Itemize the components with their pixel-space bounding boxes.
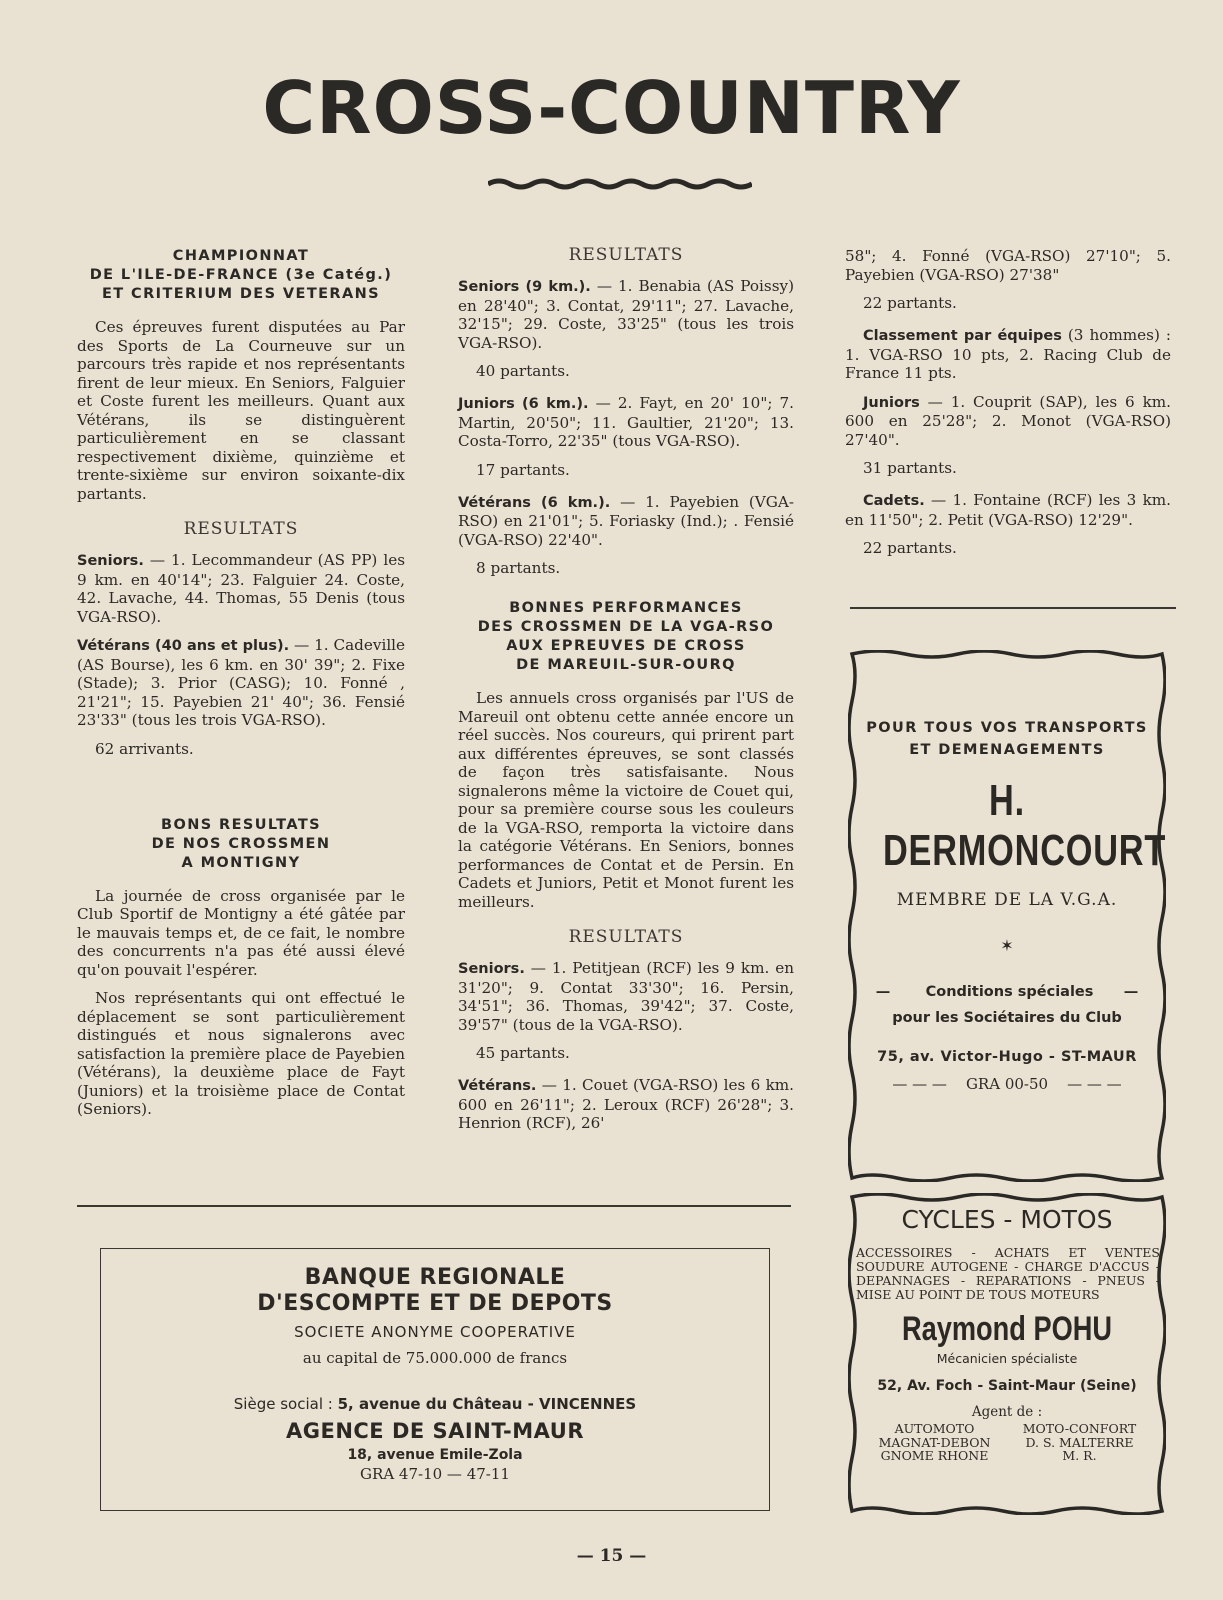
result-text: — 1. Petitjean (RCF) les 9 km. en 31'20"; 9. Contat 33'30"; 16. Persin, 34'51"; 36. Thomas, 39'42"; 37. Coste, 39'57" (tous de la VGA-RSO). xyxy=(458,959,795,1034)
category-label: Seniors. xyxy=(77,553,144,569)
result-teams xyxy=(845,326,1171,383)
category-label: Cadets. xyxy=(863,493,925,509)
article-paragraph: Nos représentants qui ont effectué le déplacement se sont particulièrement distingués et nous signalerons avec satisfaction la première place de Payebien (Vétérans), la deuxième place de Fayt (Juniors) et la troisième place de Contat (Seniors). xyxy=(77,989,405,1118)
category-label: Vétérans (6 km.). xyxy=(458,494,611,511)
result-veterans xyxy=(458,493,794,550)
heading-line: DES CROSSMEN DE LA VGA-RSO xyxy=(477,619,775,635)
heading-line: DE MAREUIL-SUR-OURQ xyxy=(516,657,736,673)
heading-line: BONNES PERFORMANCES xyxy=(509,600,743,616)
heading-line: A MONTIGNY xyxy=(181,854,301,871)
ad-agent-label: Agent de : xyxy=(971,1404,1043,1420)
result-seniors xyxy=(458,277,794,352)
heading-line: ET CRITERIUM DES VETERANS xyxy=(102,286,380,302)
result-veterans xyxy=(77,636,405,730)
result-juniors xyxy=(845,393,1171,450)
conditions-text: Conditions spéciales xyxy=(925,984,1094,1000)
ad-pohu xyxy=(848,1193,1166,1515)
brand-item: M. R. xyxy=(1062,1448,1097,1463)
result-text: — 1. Benabia (AS Poissy) en 28'40"; 3. Contat, 29'11"; 27. Lavache, 32'15"; 29. Coste, 33'25" (tous les trois VGA-RSO). xyxy=(458,277,795,352)
result-veterans xyxy=(458,1076,794,1133)
result-text: — 1. Lecommandeur (AS PP) les 9 km. en 40'14"; 23. Falguier 24. Coste, 42. Lavache, 44. Thomas, 55 Denis (tous VGA-RSO). xyxy=(77,551,405,626)
column-middle xyxy=(458,247,794,1143)
article-paragraph: Ces épreuves furent disputées au Par des Sports de La Courneuve sur un parcours très rapide et nos représentants firent de leur mieux. En Seniors, Falguier et Coste furent les meilleurs. Quant aux Vétérans, ils se distinguèrent particulièrement en se classant respectivement dixième, quinzième et trente-sixième sur environ soixante-dix partants. xyxy=(77,318,405,503)
ad-line: POUR TOUS VOS TRANSPORTS xyxy=(866,720,1148,736)
page-title: CROSS-COUNTRY xyxy=(262,66,961,150)
result-seniors xyxy=(77,551,405,626)
category-label: Seniors (9 km.). xyxy=(458,279,591,295)
heading-line: BONS RESULTATS xyxy=(161,816,321,833)
category-label: Seniors. xyxy=(458,961,525,977)
ad-services: ACCESSOIRES - ACHATS ET VENTES SOUDURE AUTOGENE - CHARGE D'ACCUS - DEPANNAGES - REPARATIONS - PNEUS - MISE AU POINT DE TOUS MOTEURS xyxy=(856,1245,1160,1302)
column-left xyxy=(77,247,405,1129)
bank-agency-address: 18, avenue Emile-Zola xyxy=(347,1447,523,1463)
result-continued: 58"; 4. Fonné (VGA-RSO) 27'10"; 5. Payebien (VGA-RSO) 27'38" xyxy=(845,247,1171,284)
result-text: — 2. Fayt, en 20' 10"; 7. Martin, 20'50"; 11. Gaultier, 21'20"; 13. Costa-Torro, 22'35" (tous VGA-RSO). xyxy=(458,394,795,450)
brand-item: MAGNAT-DEBON xyxy=(878,1434,991,1450)
siege-address: 5, avenue du Château - VINCENNES xyxy=(337,1395,637,1413)
article-paragraph: Les annuels cross organisés par l'US de Mareuil ont obtenu cette année encore un réel succès. Nos coureurs, qui prirent part aux différentes épreuves, se sont classés de façon très satisfaisante. Nous signalerons même la victoire de Couet qui, pour sa première course sous les couleurs de la VGA-RSO, remporta la victoire dans la catégorie Vétérans. En Seniors, bonnes performances de Contat et de Persin. En Cadets et Juniors, Petit et Monot furent les meilleurs. xyxy=(458,689,794,911)
ad-phone: — — — GRA 00-50 — — — xyxy=(892,1075,1122,1093)
participant-count: 22 partants. xyxy=(863,294,957,312)
participant-count: 40 partants. xyxy=(476,362,570,380)
brand-item: AUTOMOTO xyxy=(894,1421,975,1436)
ad-subtitle: Mécanicien spécialiste xyxy=(936,1351,1078,1366)
participant-count: 8 partants. xyxy=(476,559,561,577)
category-label: Juniors xyxy=(863,394,920,411)
ad-company-name: Raymond POHU xyxy=(901,1310,1113,1348)
bank-name xyxy=(101,1265,769,1317)
result-juniors xyxy=(458,394,794,451)
section-heading-mareuil xyxy=(458,599,794,675)
page-number: — 15 — xyxy=(576,1546,647,1566)
ad-address: 75, av. Victor-Hugo - ST-MAUR xyxy=(877,1049,1137,1065)
bank-agency: AGENCE DE SAINT-MAUR xyxy=(285,1419,584,1443)
section-heading-championnat xyxy=(77,247,405,304)
divider xyxy=(77,1205,791,1207)
heading-line: DE NOS CROSSMEN xyxy=(151,835,331,852)
ad-line: pour les Sociétaires du Club xyxy=(892,1010,1122,1026)
participant-count: 31 partants. xyxy=(863,459,957,477)
section-heading-montigny xyxy=(77,816,405,873)
bank-name-line: BANQUE REGIONALE xyxy=(304,1265,566,1290)
result-cadets xyxy=(845,491,1171,529)
ad-member-line: MEMBRE DE LA V.G.A. xyxy=(896,890,1118,910)
article-paragraph: La journée de cross organisée par le Club Sportif de Montigny a été gâtée par le mauvais temps et, de ce fait, le nombre des concurrents n'a pas été aussi élevé qu'on pouvait l'espérer. xyxy=(77,886,405,979)
result-text: — 1. Payebien (VGA-RSO) en 21'01"; 5. Foriasky (Ind.); . Fensié (VGA-RSO) 22'40". xyxy=(458,492,795,549)
ad-bank xyxy=(100,1248,770,1511)
category-label: Vétérans. xyxy=(458,1078,537,1094)
bank-capital: au capital de 75.000.000 de francs xyxy=(302,1349,568,1367)
bank-phone: GRA 47-10 — 47-11 xyxy=(360,1465,510,1483)
siege-label: Siège social : xyxy=(233,1395,333,1413)
ad-brands xyxy=(862,1422,1152,1463)
participant-count: 22 partants. xyxy=(863,539,957,557)
ad-line: ET DEMENAGEMENTS xyxy=(909,742,1105,758)
participant-count: 62 arrivants. xyxy=(95,739,194,758)
brand-item: GNOME RHONE xyxy=(880,1448,989,1463)
column-right xyxy=(845,247,1171,571)
ad-line: — Conditions spéciales — xyxy=(875,984,1139,1000)
result-text: — 1. Cadeville (AS Bourse), les 6 km. en 30' 39"; 2. Fixe (Stade); 3. Prior (CASG); 10. Fonné , 21'21"; 15. Payebien 21' 40"; 36. Fensié 23'33" (tous les trois VGA-RSO). xyxy=(77,636,406,729)
bank-head-office xyxy=(101,1395,769,1413)
result-text: — 1. Fontaine (RCF) les 3 km. en 11'50"; 2. Petit (VGA-RSO) 12'29". xyxy=(845,491,1171,529)
result-seniors xyxy=(458,959,794,1034)
star-ornament-icon: ✶ xyxy=(1000,936,1014,955)
bank-name-line: D'ESCOMPTE ET DE DEPOTS xyxy=(257,1291,613,1316)
heading-line: DE L'ILE-DE-FRANCE (3e Catég.) xyxy=(89,267,393,283)
participant-count: 17 partants. xyxy=(476,460,570,479)
result-text: — 1. Couprit (SAP), les 6 km. 600 en 25'28"; 2. Monot (VGA-RSO) 27'40". xyxy=(845,392,1172,449)
ad-title: CYCLES - MOTOS xyxy=(901,1205,1113,1234)
result-text: — 1. Couet (VGA-RSO) les 6 km. 600 en 26'11"; 2. Leroux (RCF) 26'28"; 3. Henrion (RCF), 26' xyxy=(458,1076,794,1132)
results-heading: RESULTATS xyxy=(568,927,684,947)
phone-text: GRA 00-50 xyxy=(965,1075,1049,1093)
category-label: Vétérans (40 ans et plus). xyxy=(77,638,290,654)
result-text: (3 hommes) : 1. VGA-RSO 10 pts, 2. Racing Club de France 11 pts. xyxy=(845,326,1172,382)
results-heading: RESULTATS xyxy=(183,519,299,539)
heading-line: CHAMPIONNAT xyxy=(172,248,310,264)
ad-conditions xyxy=(848,979,1166,1031)
bank-subtitle: SOCIETE ANONYME COOPERATIVE xyxy=(294,1323,576,1341)
heading-line: AUX EPREUVES DE CROSS xyxy=(506,638,746,654)
brand-item: D. S. MALTERRE xyxy=(1025,1434,1134,1450)
results-heading: RESULTATS xyxy=(568,245,684,265)
ad-company-name: H. DERMONCOURT xyxy=(882,776,1167,875)
title-underline-ornament xyxy=(488,176,752,192)
participant-count: 45 partants. xyxy=(476,1044,570,1062)
divider xyxy=(850,607,1176,609)
category-label: Juniors (6 km.). xyxy=(458,396,589,412)
brand-item: MOTO-CONFORT xyxy=(1022,1421,1137,1436)
ad-dermoncourt xyxy=(848,650,1166,1182)
category-label: Classement par équipes xyxy=(863,328,1062,344)
ad-address: 52, Av. Foch - Saint-Maur (Seine) xyxy=(877,1378,1137,1394)
